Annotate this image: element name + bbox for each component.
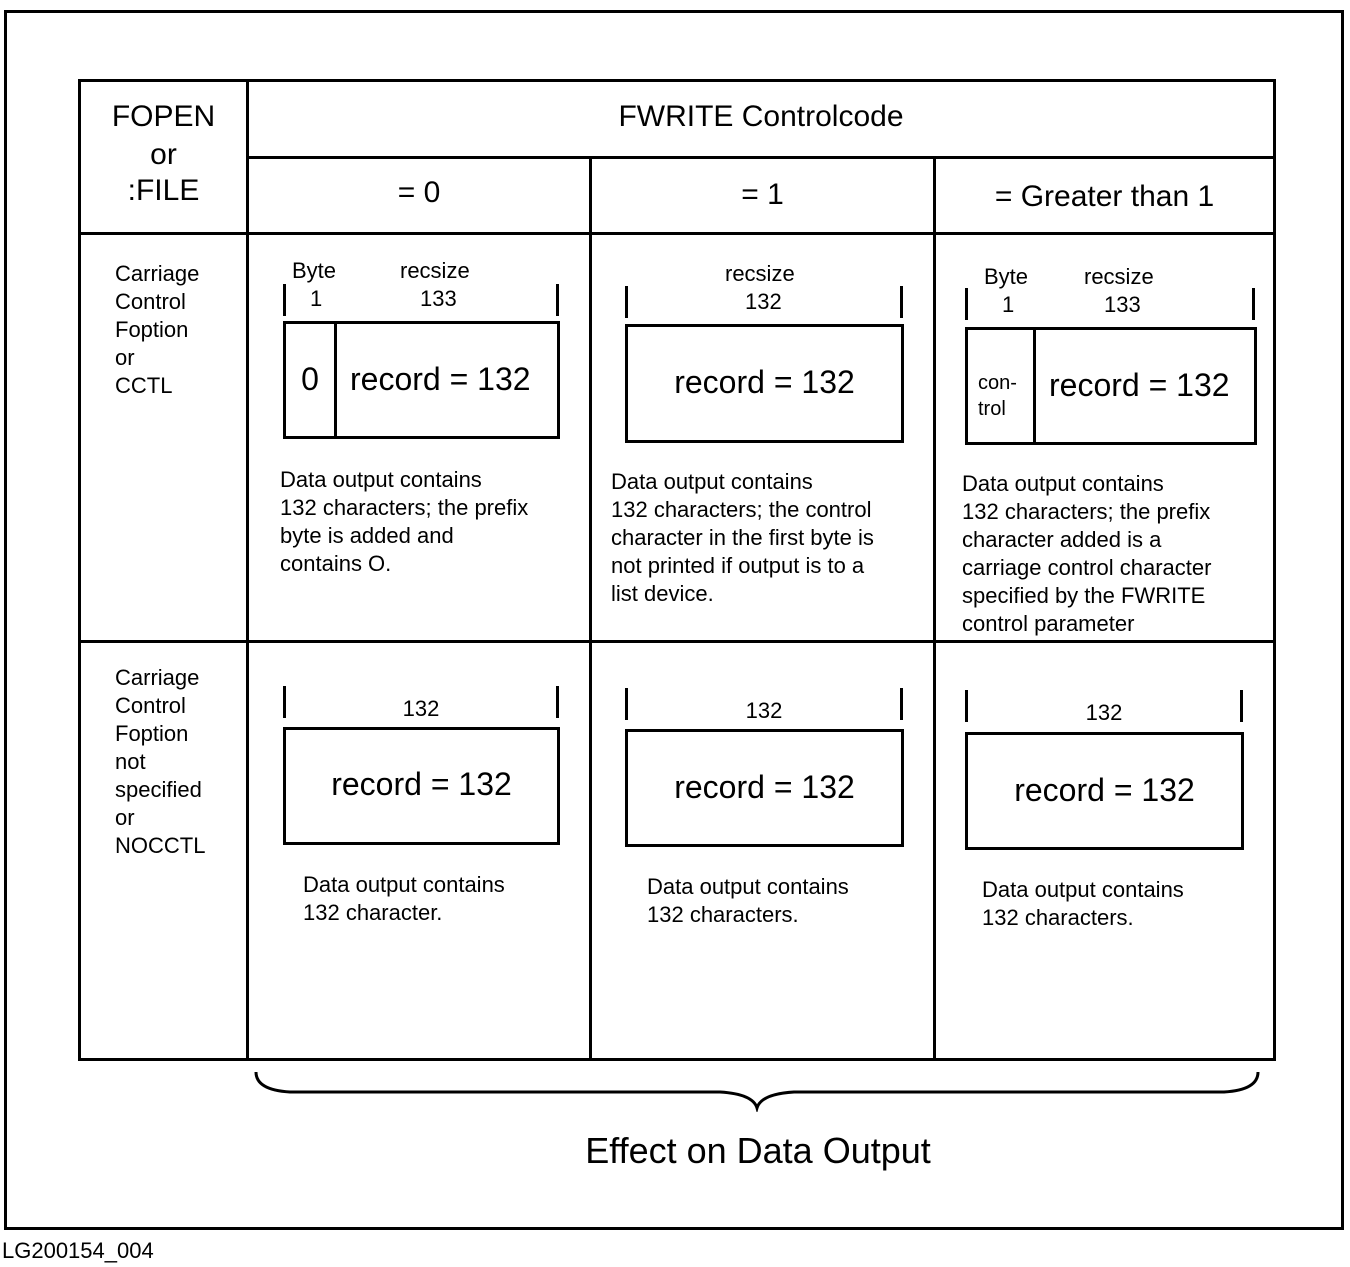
left-header-line3: :FILE [127,174,200,207]
record-label: record = 132 [1049,367,1230,403]
right-tick [556,284,559,316]
recsize-number: 133 [420,286,457,311]
description: Data output contains 132 characters. [982,877,1184,930]
right-tick [900,286,903,318]
description: Data output contains 132 characters; the prefix character added is a carriage control character specified by the FWRITE control parameter [962,471,1212,636]
left-header-line1: FOPEN [111,100,216,133]
column-header-gt1: = Greater than 1 [994,180,1215,213]
recsize-label: recsize [1084,264,1154,289]
prefix-byte: 0 [301,361,319,397]
byte-label: Byte [292,258,337,283]
description: Data output contains 132 characters; the control character in the first byte is not printed if output is to a list device. [611,469,874,606]
right-tick [1252,288,1255,320]
prefix-control: con- trol [978,372,1017,420]
record-label: record = 132 [674,769,855,805]
column-header-eq0: = 0 [397,176,441,209]
column-header-eq1: = 1 [741,178,784,211]
effect-caption: Effect on Data Output [585,1130,931,1171]
recsize-number: 132 [745,289,782,314]
recsize-label: recsize [400,258,470,283]
record-label: record = 132 [331,766,512,802]
left-tick [965,288,968,320]
row-label-nocctl: Carriage Control Foption not specified or NOCCTL [115,665,206,858]
description: Data output contains 132 characters. [647,874,849,927]
record-label: record = 132 [674,364,855,400]
byte-number: 1 [1002,292,1015,317]
size-label: 132 [402,696,440,721]
byte-number: 1 [310,286,323,311]
recsize-number: 133 [1104,292,1141,317]
prefix-divider [334,321,337,439]
description: Data output contains 132 character. [303,872,505,925]
description: Data output contains 132 characters; the prefix byte is added and contains O. [280,467,529,576]
top-header: FWRITE Controlcode [618,100,904,133]
row-label-cctl: Carriage Control Foption or CCTL [115,261,200,398]
record-label: record = 132 [350,361,531,397]
prefix-divider [1033,327,1036,445]
left-header-line2: or [150,138,177,171]
size-label: 132 [745,698,783,723]
left-tick [283,284,286,316]
size-label: 132 [1085,700,1123,725]
record-label: record = 132 [1014,772,1195,808]
byte-label: Byte [984,264,1029,289]
curly-brace [250,1068,1270,1112]
figure-id: LG200154_004 [2,1238,154,1263]
recsize-label: recsize [725,261,795,286]
left-tick [625,286,628,318]
